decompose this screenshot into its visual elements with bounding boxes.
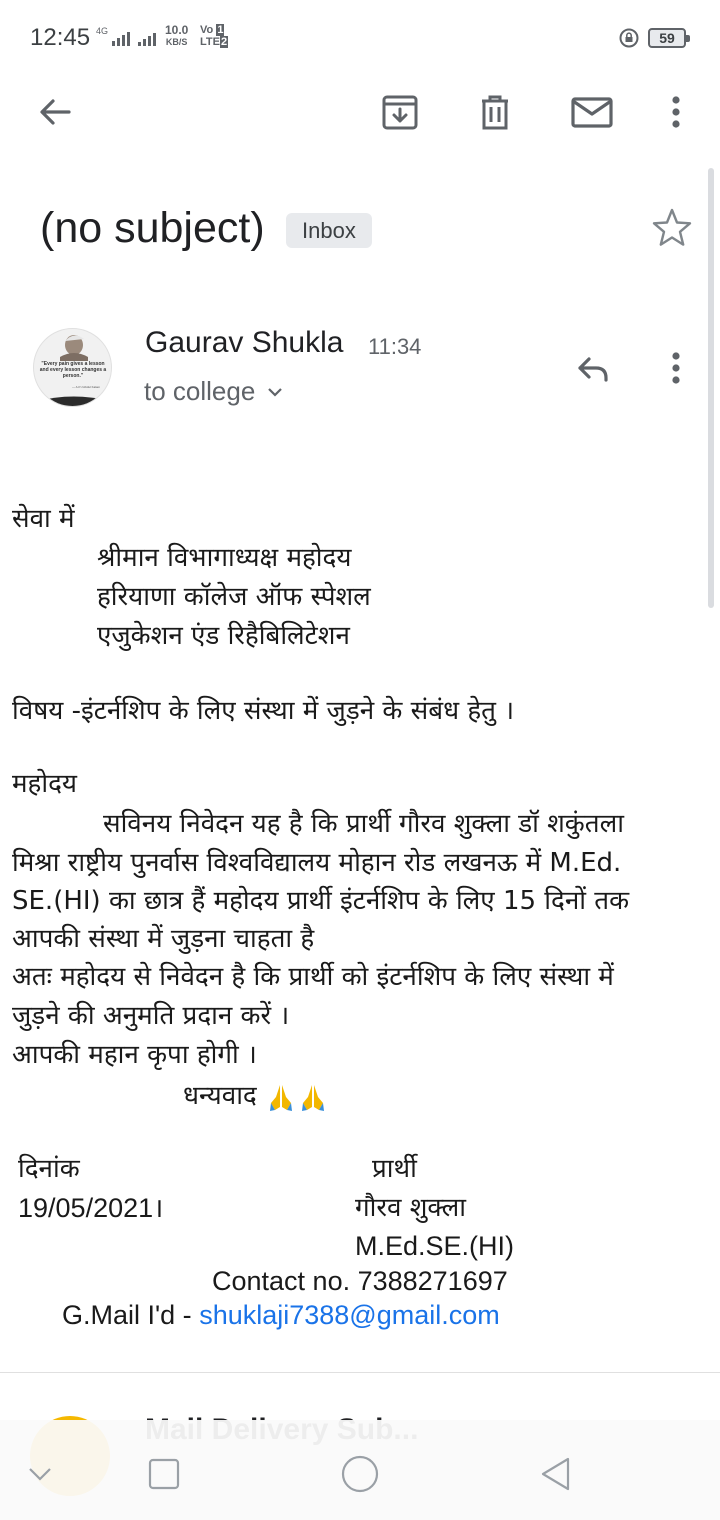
arrow-back-icon (35, 92, 75, 132)
inbox-label-chip[interactable]: Inbox (286, 213, 372, 248)
nav-back-button[interactable] (532, 1450, 580, 1498)
body-line: अतः महोदय से निवेदन है कि प्रार्थी को इंटर्नशिप के लिए संस्था में (12, 962, 614, 992)
signal-icon (112, 30, 130, 46)
reply-icon (572, 348, 612, 388)
body-line: आपकी महान कृपा होगी । (12, 1040, 257, 1070)
status-time: 12:45 (30, 24, 91, 51)
date-value: 19/05/2021। (18, 1193, 164, 1223)
sender-name[interactable]: Gaurav Shukla (145, 326, 344, 359)
applicant-course: M.Ed.SE.(HI) (355, 1231, 515, 1261)
status-bar (0, 0, 720, 76)
star-button[interactable] (648, 204, 696, 252)
body-line: श्रीमान विभागाध्यक्ष महोदय (97, 543, 352, 573)
archive-button[interactable] (376, 88, 424, 136)
trash-icon (475, 92, 515, 132)
speed-unit: KB/S (165, 37, 188, 47)
reply-button[interactable] (568, 344, 616, 392)
body-line: आपकी संस्था में जुड़ना चाहता है (12, 924, 315, 954)
delete-button[interactable] (471, 88, 519, 136)
body-line: सविनय निवेदन यह है कि प्रार्थी गौरव शुक्ला डॉ शकुंतला (103, 809, 624, 839)
rotation-lock-icon (619, 28, 639, 48)
body-line: SE.(HI) का छात्र हैं महोदय प्रार्थी इंटर्नशिप के लिए 15 दिनों तक (12, 886, 630, 916)
folded-hands-icon (297, 1081, 329, 1113)
more-options-button[interactable] (652, 88, 700, 136)
toolbar (0, 76, 720, 148)
body-line: विषय -इंटर्नशिप के लिए संस्था में जुड़ने के संबंध हेतु । (12, 696, 515, 726)
applicant-name: गौरव शुक्ला (355, 1193, 466, 1223)
divider (0, 1372, 720, 1373)
back-button[interactable] (31, 88, 79, 136)
chevron-down-icon (25, 1459, 55, 1489)
body-line: जुड़ने की अनुमति प्रदान करें । (12, 1001, 290, 1031)
avatar-quote: "Every pain gives a lesson and every lesson changes a person." (39, 361, 107, 379)
battery-icon (648, 28, 686, 48)
lte-text: LTE (200, 36, 220, 48)
date-label: दिनांक (18, 1154, 80, 1184)
recipients-text: to college (144, 376, 256, 406)
more-vert-icon (666, 92, 686, 132)
contact-number[interactable]: Contact no. 7388271697 (212, 1266, 508, 1296)
nav-hide-button[interactable] (16, 1450, 64, 1498)
message-time: 11:34 (368, 334, 422, 359)
network-speed (165, 24, 188, 48)
mail-icon (570, 92, 614, 132)
body-line: मिश्रा राष्ट्रीय पुनर्वास विश्वविद्यालय मोहान रोड लखनऊ में M.Ed. (12, 848, 622, 878)
circle-icon (340, 1454, 380, 1494)
network-type: 4G (96, 26, 109, 36)
email-link[interactable]: shuklaji7388@gmail.com (199, 1300, 500, 1330)
body-line: महोदय (12, 769, 77, 799)
volte-indicator (200, 24, 228, 48)
message-more-button[interactable] (652, 344, 700, 392)
sender-avatar[interactable] (33, 328, 112, 407)
sim1-text: 1 (217, 24, 224, 36)
body-line-thanks (183, 1077, 329, 1115)
scrollbar[interactable] (708, 168, 714, 608)
triangle-back-icon (538, 1456, 574, 1492)
nav-home-button[interactable] (336, 1450, 384, 1498)
body-line: सेवा में (12, 504, 75, 534)
volte-text: Vo (200, 24, 214, 36)
applicant-label: प्रार्थी (372, 1154, 417, 1184)
body-line: हरियाणा कॉलेज ऑफ स्पेशल (97, 582, 371, 612)
chevron-down-icon (265, 382, 285, 402)
navigation-bar (0, 1420, 720, 1520)
more-vert-icon (666, 348, 686, 388)
star-icon (648, 204, 696, 252)
mark-unread-button[interactable] (568, 88, 616, 136)
body-line: एजुकेशन एंड रिहैबिलिटेशन (97, 621, 350, 651)
square-icon (147, 1457, 181, 1491)
gmail-line (62, 1296, 500, 1334)
battery-level: 59 (659, 30, 675, 46)
avatar-author: — A.P.J Abdul Kalam (72, 385, 101, 389)
nav-recents-button[interactable] (140, 1450, 188, 1498)
sim2-text: 2 (220, 36, 228, 48)
gmail-label: G.Mail I'd - (62, 1300, 200, 1330)
email-subject: (no subject) (40, 204, 265, 252)
speed-value: 10.0 (165, 23, 189, 37)
folded-hands-icon (265, 1081, 297, 1113)
signal-icon-2 (138, 30, 156, 46)
recipients-toggle[interactable] (144, 376, 285, 407)
thanks-text: धन्यवाद (183, 1081, 257, 1111)
archive-icon (380, 92, 420, 132)
